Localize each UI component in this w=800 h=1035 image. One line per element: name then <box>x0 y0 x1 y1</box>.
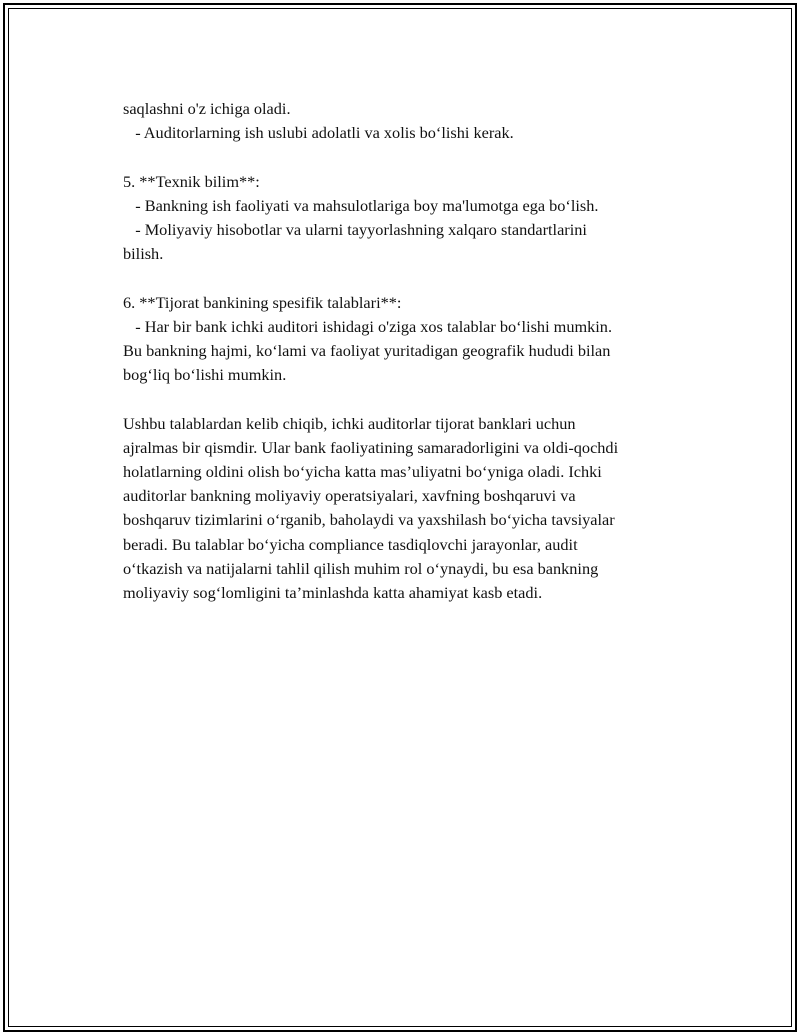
paragraph-gap <box>123 387 703 411</box>
text-line: saqlashni o'z ichiga oladi. <box>123 99 291 118</box>
bullet-line: - Auditorlarning ish uslubi adolatli va xolis bo‘lishi kerak. <box>123 123 514 143</box>
text-line: Bu bankning hajmi, ko‘lami va faoliyat yuritadigan geografik hududi bilan <box>123 341 611 360</box>
text-line: auditorlar bankning moliyaviy operatsiyalari, xavfning boshqaruvi va <box>123 486 576 506</box>
page-frame <box>3 3 797 1032</box>
bullet-line: - Bankning ish faoliyati va mahsulotlariga boy ma'lumotga ega bo‘lish. <box>123 195 599 215</box>
text-line: bog‘liq bo‘lishi mumkin. <box>123 365 287 385</box>
paragraph-gap <box>123 266 703 290</box>
section-heading-5: 5. **Texnik bilim**: <box>123 171 260 191</box>
section-heading-6: 6. **Tijorat bankining spesifik talablari**: <box>123 292 402 312</box>
text-line: holatlarning oldini olish bo‘yicha katta mas’uliyatni bo‘yniga oladi. Ichki <box>123 462 602 481</box>
text-line: moliyaviy sog‘lomligini ta’minlashda katta ahamiyat kasb etadi. <box>123 583 543 603</box>
text-line: o‘tkazish va natijalarni tahlil qilish muhim rol o‘ynaydi, bu esa bankning <box>123 558 599 578</box>
text-line: ajralmas bir qismdir. Ular bank faoliyatining samaradorligini va oldi-qochdi <box>123 437 619 457</box>
document-body <box>123 97 703 605</box>
text-line: beradi. Bu talablar bo‘yicha compliance tasdiqlovchi jarayonlar, audit <box>123 534 578 554</box>
paragraph-gap <box>123 145 703 169</box>
text-line: bilish. <box>123 244 164 264</box>
bullet-line: - Har bir bank ichki auditori ishidagi o'ziga xos talablar bo‘lishi mumkin. <box>123 316 613 336</box>
text-line: Ushbu talablardan kelib chiqib, ichki auditorlar tijorat banklari uchun <box>123 413 576 433</box>
bullet-line: - Moliyaviy hisobotlar va ularni tayyorlashning xalqaro standartlarini <box>123 220 587 239</box>
text-line: boshqaruv tizimlarini o‘rganib, baholaydi va yaxshilash bo‘yicha tavsiyalar <box>123 510 615 530</box>
